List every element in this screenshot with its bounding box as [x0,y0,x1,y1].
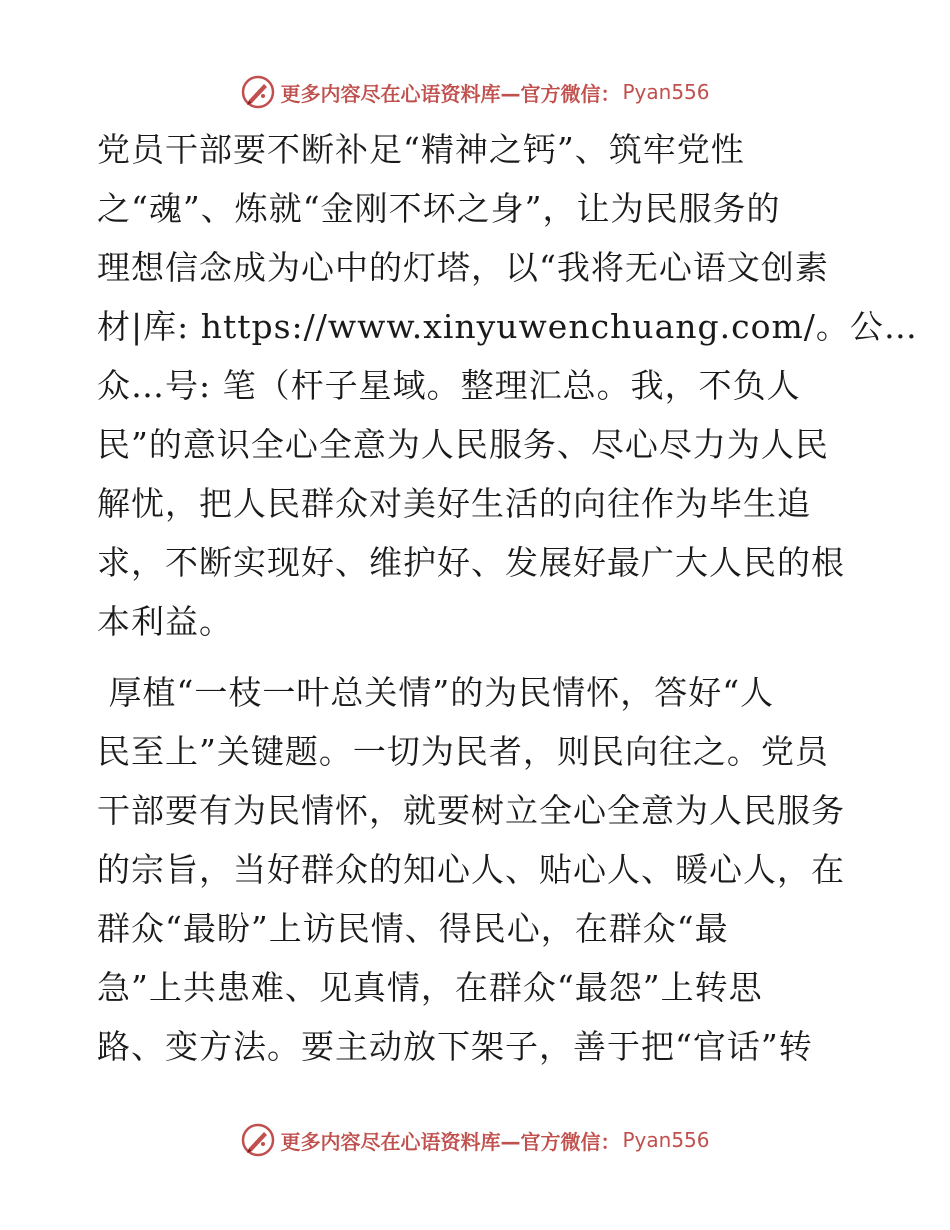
text-line: 之“魂”、炼就“金刚不坏之身”，让为民服务的 [97,189,781,228]
footer-wechat-id: Pyan556 [622,1128,710,1152]
paragraph [97,663,857,1076]
text-line: 众…号: 笔（杆子星域。整理汇总。我，不负人 [97,366,801,405]
text-line: 求，不断实现好、维护好、发展好最广大人民的根 [97,543,845,582]
pen-logo-icon [240,74,276,110]
header-banner [0,72,950,112]
footer-label: 更多内容尽在心语资料库—官方微信： [280,1129,621,1154]
text-line: 民至上”关键题。一切为民者，则民向往之。党员 [97,732,829,771]
header-label: 更多内容尽在心语资料库—官方微信： [280,81,621,106]
header-wechat-id: Pyan556 [622,80,710,104]
text-line: 解忧，把人民群众对美好生活的向往作为毕生追 [97,484,811,523]
text-line: 理想信念成为心中的灯塔，以“我将无心语文创素 [97,248,829,287]
text-line: 群众“最盼”上访民情、得民心，在群众“最 [97,909,729,948]
document-body [97,120,918,1076]
text-line: 厚植“一枝一叶总关情”的为民情怀，答好“人 [97,673,775,712]
paragraph [97,120,918,651]
text-line: 干部要有为民情怀，就要树立全心全意为人民服务 [97,791,845,830]
pen-logo-icon [240,1122,276,1158]
text-line: 急”上共患难、见真情，在群众“最怨”上转思 [97,968,763,1007]
text-line: 本利益。 [97,602,233,641]
text-line: 路、变方法。要主动放下架子，善于把“官话”转 [97,1027,813,1066]
text-line: 的宗旨，当好群众的知心人、贴心人、暖心人，在 [97,850,845,889]
text-line: 材|库: https://www.xinyuwenchuang.com/。公… [97,307,918,346]
text-line: 党员干部要不断补足“精神之钙”、筑牢党性 [97,130,745,169]
footer-banner [0,1120,950,1160]
text-line: 民”的意识全心全意为人民服务、尽心尽力为人民 [97,425,829,464]
paragraph-gap [97,651,857,663]
